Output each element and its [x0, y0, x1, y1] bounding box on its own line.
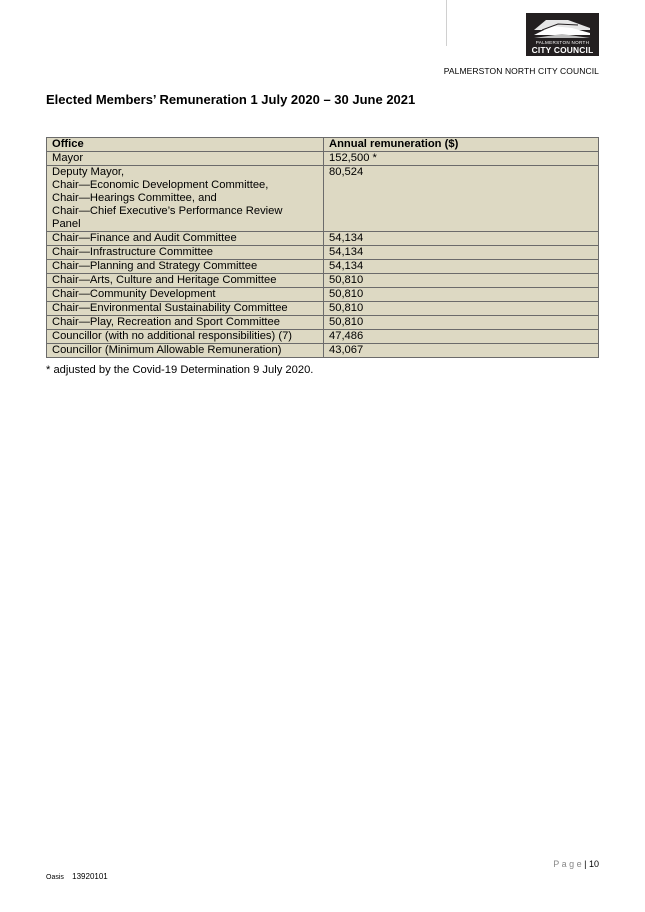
- header-divider: [446, 0, 447, 46]
- amount-cell: 43,067: [324, 344, 599, 358]
- table-row: [47, 288, 599, 302]
- office-cell: [47, 166, 324, 232]
- table-row: [47, 316, 599, 330]
- amount-cell: 50,810: [324, 274, 599, 288]
- page-label: P a g e: [553, 859, 582, 869]
- table-header-row: [47, 138, 599, 152]
- office-cell: [47, 330, 324, 344]
- oasis-reference: [46, 872, 108, 881]
- page-number: 10: [588, 859, 599, 869]
- office-cell: [47, 316, 324, 330]
- column-header-office: Office: [47, 138, 324, 152]
- table-row: [47, 330, 599, 344]
- amount-cell: 54,134: [324, 260, 599, 274]
- oasis-number: 13920101: [72, 872, 108, 881]
- header-org-name: PALMERSTON NORTH CITY COUNCIL: [443, 66, 599, 76]
- office-line: Chair—Hearings Committee, and: [52, 192, 217, 204]
- office-line: Councillor (Minimum Allowable Remuneration): [52, 344, 282, 356]
- table-row: [47, 166, 599, 232]
- oasis-label: Oasis: [46, 874, 64, 881]
- office-line: Deputy Mayor,: [52, 166, 125, 178]
- page-title: Elected Members’ Remuneration 1 July 2020 – 30 June 2021: [46, 92, 416, 107]
- table-row: [47, 274, 599, 288]
- amount-cell: 80,524: [324, 166, 599, 232]
- amount-cell: 47,486: [324, 330, 599, 344]
- table-footnote: * adjusted by the Covid-19 Determination 9 July 2020.: [46, 364, 314, 376]
- office-cell: [47, 288, 324, 302]
- amount-cell: 54,134: [324, 246, 599, 260]
- office-cell: [47, 152, 324, 166]
- office-line: Mayor: [52, 152, 84, 164]
- amount-cell: 50,810: [324, 316, 599, 330]
- logo-text-line1: PALMERSTON NORTH: [535, 40, 590, 45]
- office-line: Chair—Arts, Culture and Heritage Committee: [52, 274, 277, 286]
- page-separator: |: [584, 859, 587, 869]
- hills-emblem-icon: [532, 16, 593, 40]
- office-line: Councillor (with no additional responsibilities) (7): [52, 330, 293, 342]
- amount-cell: 50,810: [324, 302, 599, 316]
- office-cell: [47, 344, 324, 358]
- office-cell: [47, 274, 324, 288]
- office-cell: [47, 260, 324, 274]
- logo-text-line2: CITY COUNCIL: [531, 45, 594, 55]
- office-line: Chair—Infrastructure Committee: [52, 246, 214, 258]
- table-row: [47, 232, 599, 246]
- table-row: [47, 302, 599, 316]
- council-logo: [526, 13, 599, 56]
- table-row: [47, 260, 599, 274]
- table-row: [47, 246, 599, 260]
- office-line: Chair—Economic Development Committee,: [52, 179, 269, 191]
- amount-cell: 152,500 *: [324, 152, 599, 166]
- office-cell: [47, 232, 324, 246]
- page-number-footer: [553, 859, 599, 869]
- table-row: [47, 344, 599, 358]
- office-line: Chair—Finance and Audit Committee: [52, 232, 237, 244]
- office-line: Chair—Environmental Sustainability Committee: [52, 302, 288, 314]
- amount-cell: 50,810: [324, 288, 599, 302]
- column-header-amount: Annual remuneration ($): [324, 138, 599, 152]
- office-line: Panel: [52, 218, 81, 230]
- office-cell: [47, 302, 324, 316]
- office-cell: [47, 246, 324, 260]
- office-line: Chair—Planning and Strategy Committee: [52, 260, 258, 272]
- office-line: Chair—Play, Recreation and Sport Committee: [52, 316, 280, 328]
- amount-cell: 54,134: [324, 232, 599, 246]
- remuneration-table: [46, 137, 599, 358]
- office-line: Chair—Chief Executive’s Performance Review: [52, 205, 283, 217]
- office-line: Chair—Community Development: [52, 288, 216, 300]
- table-row: [47, 152, 599, 166]
